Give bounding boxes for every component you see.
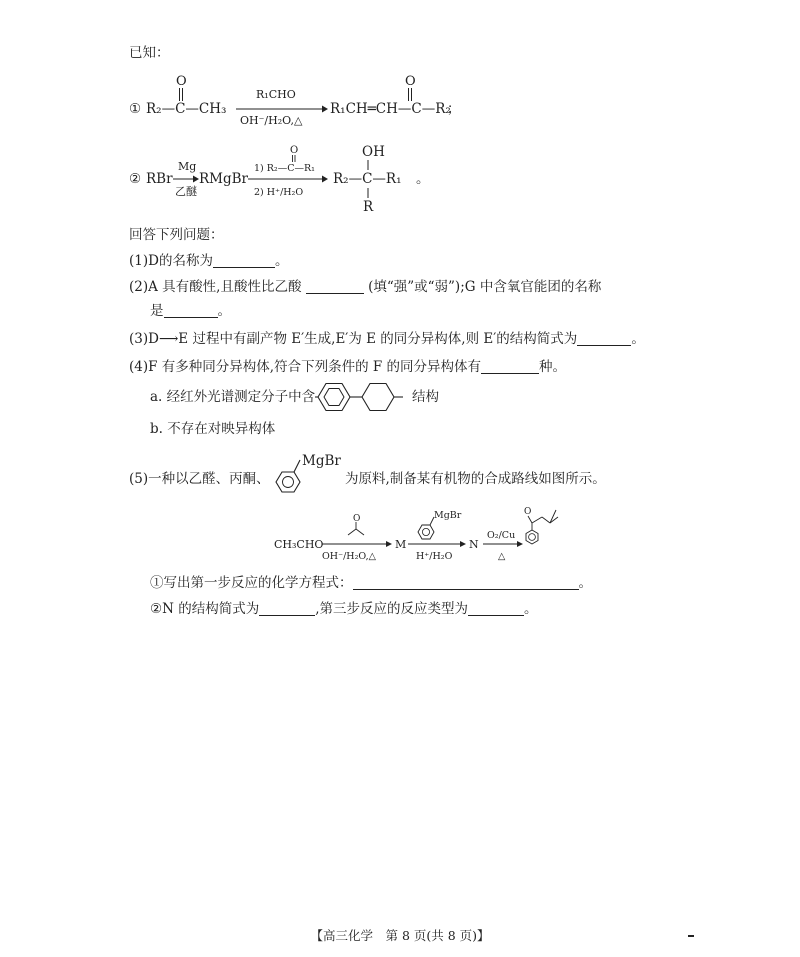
svg-text:O: O	[405, 74, 416, 89]
reaction2-product: R₂—C—R₁	[333, 171, 402, 187]
q4-condition-b: b. 不存在对映异构体	[150, 421, 276, 437]
reaction1-product-carbonyl	[405, 74, 425, 104]
route-cond2: H⁺/H₂O	[416, 551, 453, 562]
reaction2-intermediate: RMgBr	[199, 171, 249, 187]
q5-sub2-end: 。	[524, 601, 538, 617]
q4-text: (4)F 有多种同分异构体,符合下列条件的 F 的同分异构体有	[129, 359, 482, 375]
corner-mark	[688, 935, 694, 937]
question-2-line2	[150, 302, 231, 320]
route-N: N	[469, 538, 479, 551]
q5-sub1-blank[interactable]	[353, 575, 579, 590]
reaction1-marker: ①	[129, 101, 142, 117]
q5-reagent-label: MgBr	[302, 453, 341, 469]
route-M: M	[395, 538, 407, 551]
q4-blank[interactable]	[481, 359, 539, 374]
reaction2-arrow2	[248, 174, 328, 184]
route-start: CH₃CHO	[274, 538, 324, 551]
q1-text: (1)D的名称为	[129, 253, 213, 269]
reaction2-step1-bottom: 乙醚	[175, 185, 197, 198]
route-acetone-structure	[344, 512, 370, 538]
q2-end: 。	[217, 303, 231, 319]
q5-sub2-prefix: ②N 的结构简式为	[150, 601, 260, 617]
question-3	[129, 330, 645, 348]
svg-text:O: O	[290, 145, 299, 156]
page-footer: 【高三化学 第 8 页(共 8 页)】	[310, 928, 490, 943]
reaction2-left: RBr	[146, 171, 173, 187]
reaction2-product-oh: OH	[362, 144, 385, 160]
q1-end: 。	[274, 253, 289, 269]
question-1	[129, 252, 288, 270]
q2-text: (2)A 具有酸性,且酸性比乙酸	[129, 279, 302, 295]
route-product-structure	[522, 504, 572, 554]
q5-sub2	[150, 600, 538, 618]
route-cond3-bottom: △	[498, 551, 506, 562]
q1-blank[interactable]	[213, 253, 275, 268]
reaction1-reagent-bottom: OH⁻/H₂O,△	[240, 114, 303, 127]
q5-sub2-mid: ,第三步反应的反应类型为	[315, 601, 469, 617]
reaction1-reagent-top: R₁CHO	[256, 88, 296, 101]
q5-sub2-blank-type[interactable]	[468, 601, 524, 616]
reaction2-marker: ②	[129, 171, 142, 187]
known-label: 已知：	[129, 45, 170, 61]
reaction2-step1-top: Mg	[178, 160, 197, 173]
q5-sub2-blank-structure[interactable]	[259, 601, 315, 616]
reaction1-left: R₂—C—CH₃	[146, 101, 227, 117]
reaction1-end: ；	[447, 101, 461, 117]
reaction2-product-r: R	[363, 199, 374, 215]
route-cond3-top: O₂/Cu	[487, 530, 516, 541]
reaction2-end: 。	[416, 171, 430, 187]
q5-sub1-text: ①写出第一步反应的化学方程式：	[150, 575, 353, 591]
route-grignard-label: MgBr	[434, 510, 462, 521]
q2-hint: (填“强”或“弱”);G 中含氧官能团的名称	[368, 279, 602, 295]
q2-blank-acidity[interactable]	[306, 279, 364, 294]
reaction1-product: R₁CH═CH—C—R₂	[330, 101, 451, 117]
q4-condition-a-suffix: 结构	[412, 389, 439, 405]
q2-blank-group[interactable]	[164, 303, 218, 318]
q3-blank[interactable]	[577, 331, 631, 346]
question-2	[129, 278, 601, 296]
svg-text:O: O	[524, 507, 532, 517]
benzene-cyclohexane-structure	[315, 380, 405, 414]
q5-suffix: 为原料,制备某有机物的合成路线如图所示。	[345, 471, 606, 487]
q5-sub1	[150, 574, 592, 592]
answer-intro: 回答下列问题：	[129, 227, 224, 243]
reaction2-step2-bottom: 2) H⁺/H₂O	[254, 187, 304, 198]
q5-sub1-end: 。	[578, 575, 592, 591]
reaction1-left-carbonyl	[176, 74, 196, 104]
route-cond1: OH⁻/H₂O,△	[322, 551, 376, 562]
q3-text: (3)D⟶E 过程中有副产物 E′生成,E′为 E 的同分异构体,则 E′的结构简式为	[129, 331, 578, 347]
q3-end: 。	[631, 331, 645, 347]
q4-end: 种。	[539, 359, 567, 375]
reaction2-step2-top: 1) R₂—C—R₁	[254, 163, 315, 174]
q4-condition-a-prefix: a. 经红外光谱测定分子中含	[150, 389, 316, 405]
svg-text:O: O	[353, 514, 361, 524]
q5-prefix: (5)一种以乙醛、丙酮、	[129, 471, 270, 487]
q2-line2-prefix: 是	[150, 303, 164, 319]
question-4	[129, 358, 566, 376]
svg-text:O: O	[176, 74, 187, 89]
